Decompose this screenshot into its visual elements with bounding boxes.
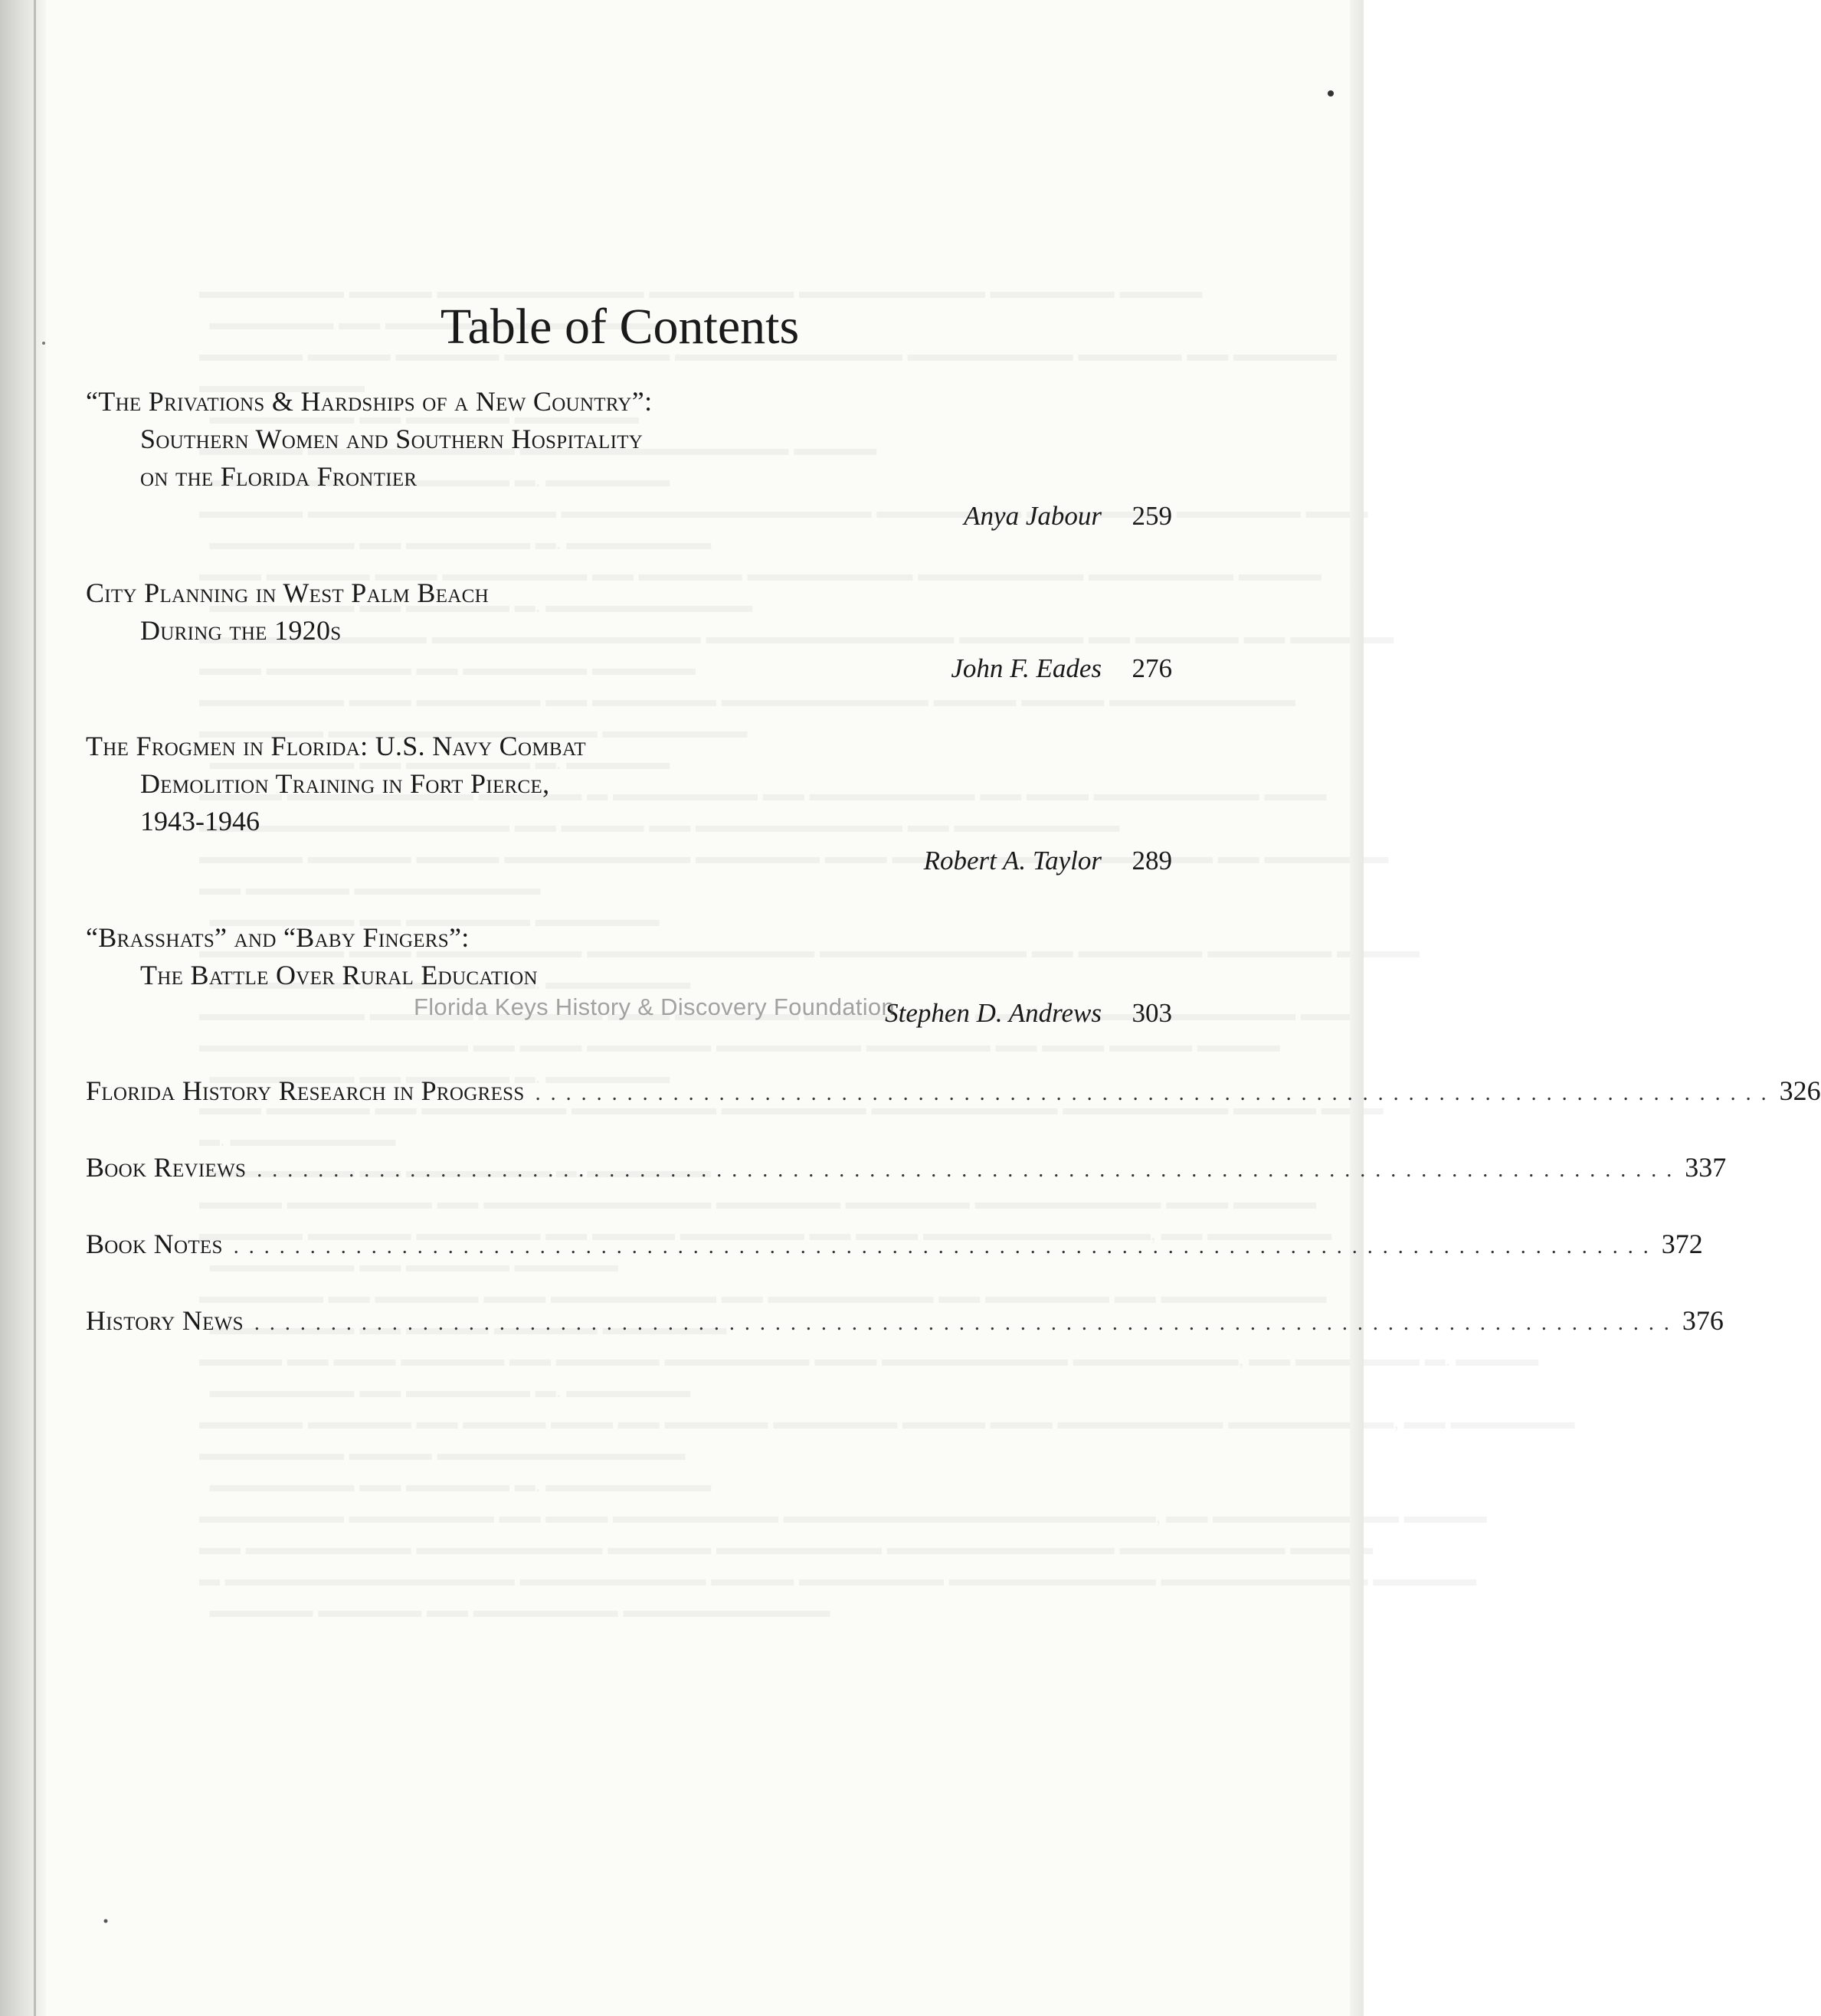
entry-1-author: Anya Jabour bbox=[964, 501, 1102, 531]
entry-4-title-line-2: The Battle Over Rural Education bbox=[140, 960, 538, 990]
dot-leader: . . . . . . . . . . . . . . . . . . . . . . . . . . . . . . . . . . . . . . . . . . . . . . . . . . . . . . . . . . . . . . . . . . . . . . . . . . . . . . . . . . . . . . . . . . . . . bbox=[233, 1235, 1651, 1258]
entry-3-author: Robert A. Taylor bbox=[923, 846, 1102, 875]
entry-2-page-number: 276 bbox=[1132, 653, 1172, 683]
section-page-number: 376 bbox=[1682, 1305, 1724, 1336]
entry-4-author: Stephen D. Andrews bbox=[885, 998, 1102, 1028]
section-label: History News bbox=[86, 1305, 244, 1336]
entry-1-title-line-1: “The Privations & Hardships of a New Country”: bbox=[86, 386, 653, 417]
section-page-number: 326 bbox=[1779, 1075, 1821, 1106]
scan-speck bbox=[1328, 90, 1334, 97]
entry-4-title-line-1: “Brasshats” and “Baby Fingers”: bbox=[86, 922, 470, 953]
entry-2-author: John F. Eades bbox=[951, 653, 1102, 683]
entry-1-title-line-3: on the Florida Frontier bbox=[140, 461, 418, 492]
section-label: Book Notes bbox=[86, 1229, 223, 1259]
entry-2-title-line-2: During the 1920s bbox=[140, 615, 342, 646]
entry-3-title-line-1: The Frogmen in Florida: U.S. Navy Combat bbox=[86, 731, 586, 761]
dot-leader: . . . . . . . . . . . . . . . . . . . . . . . . . . . . . . . . . . . . . . . . . . . . . . . . . . . . . . . . . . . . . . . . . . . . . . . . . . . . . . . . . bbox=[535, 1082, 1769, 1105]
page-title: Table of Contents bbox=[440, 299, 800, 355]
scan-speck bbox=[42, 342, 45, 345]
section-label: Florida History Research in Progress bbox=[86, 1075, 525, 1106]
scan-speck bbox=[104, 1919, 108, 1923]
section-label: Book Reviews bbox=[86, 1152, 247, 1183]
entry-2-title-line-1: City Planning in West Palm Beach bbox=[86, 578, 489, 608]
entry-3-title-line-2: Demolition Training in Fort Pierce, bbox=[140, 768, 550, 799]
dot-leader: . . . . . . . . . . . . . . . . . . . . . . . . . . . . . . . . . . . . . . . . . . . . . . . . . . . . . . . . . . . . . . . . . . . . . . . . . . . . . . . . . . . . . . . . . . . . . bbox=[254, 1311, 1672, 1335]
entry-1-title-line-2: Southern Women and Southern Hospitality bbox=[140, 424, 644, 454]
foundation-watermark: Florida Keys History & Discovery Foundation bbox=[414, 993, 895, 1020]
dot-leader: . . . . . . . . . . . . . . . . . . . . . . . . . . . . . . . . . . . . . . . . . . . . . . . . . . . . . . . . . . . . . . . . . . . . . . . . . . . . . . . . . . . . . . . . . . . . . bbox=[257, 1158, 1675, 1182]
entry-3-title-line-3: 1943-1946 bbox=[140, 806, 260, 836]
entry-1-page-number: 259 bbox=[1132, 501, 1172, 531]
entry-4-page-number: 303 bbox=[1132, 998, 1172, 1028]
section-page-number: 337 bbox=[1685, 1152, 1727, 1183]
entry-3-page-number: 289 bbox=[1132, 846, 1172, 875]
section-page-number: 372 bbox=[1661, 1229, 1703, 1259]
